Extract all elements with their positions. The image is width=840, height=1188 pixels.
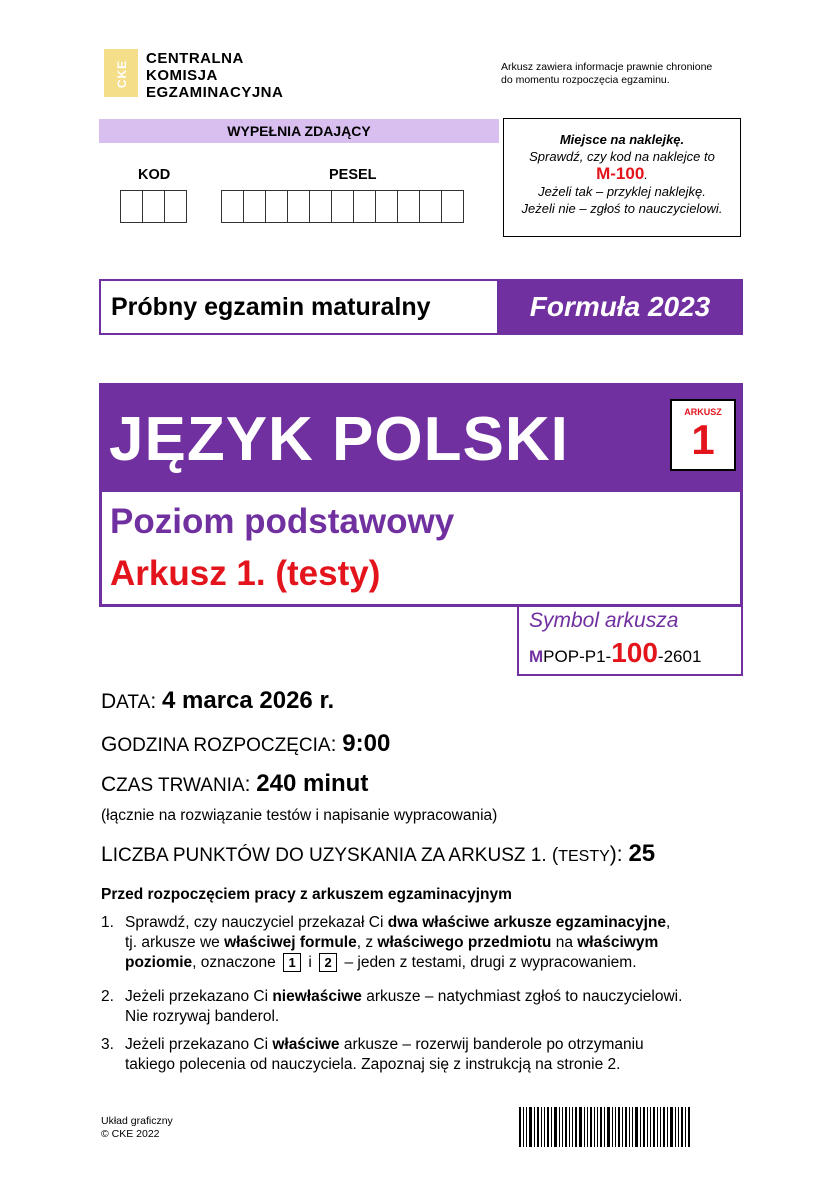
duration-note: (łącznie na rozwiązanie testów i napisanie wypracowania) (101, 807, 498, 824)
barcode-bar (559, 1107, 560, 1147)
level-title: Poziom podstawowy (110, 502, 455, 541)
barcode-bar (622, 1107, 623, 1147)
barcode-bar (675, 1107, 676, 1147)
barcode-bar (663, 1107, 665, 1147)
barcode-bar (670, 1107, 673, 1147)
barcode-bar (647, 1107, 648, 1147)
barcode-bar (607, 1107, 610, 1147)
exam-date: DATA: 4 marca 2026 r. (101, 687, 335, 714)
logo-line-3: EGZAMINACYJNA (146, 84, 284, 101)
pesel-boxes[interactable] (222, 190, 464, 223)
barcode (519, 1107, 741, 1147)
logo-mark-text: CKE (115, 59, 130, 89)
barcode-bar (579, 1107, 582, 1147)
barcode-bar (562, 1107, 563, 1147)
barcode-bar (565, 1107, 567, 1147)
sticker-line-3: Jeżeli tak – przyklej naklejkę. (538, 184, 706, 199)
pesel-box[interactable] (419, 190, 442, 223)
footer-line-1: Układ graficzny (101, 1115, 173, 1127)
sticker-line-2: Sprawdź, czy kod na naklejce to (529, 149, 715, 164)
barcode-bar (667, 1107, 668, 1147)
kod-boxes[interactable] (121, 190, 187, 223)
footer-credit (101, 1115, 173, 1141)
symbol-suffix: -2601 (657, 647, 702, 666)
instructions-title: Przed rozpoczęciem pracy z arkuszem egzaminacyjnym (101, 886, 512, 903)
sheet-2-box: 2 (319, 953, 337, 972)
legal-line-2: do momentu rozpoczęcia egzaminu. (501, 74, 670, 86)
footer-line-2: © CKE 2022 (101, 1128, 160, 1140)
pesel-box[interactable] (243, 190, 266, 223)
symbol-label: Symbol arkusza (529, 609, 679, 632)
barcode-bar (590, 1107, 592, 1147)
barcode-bar (587, 1107, 588, 1147)
start-time: GODZINA ROZPOCZĘCIA: 9:00 (101, 730, 391, 757)
arkusz-badge-label: ARKUSZ (684, 407, 722, 417)
barcode-bar (572, 1107, 573, 1147)
subject-title: JĘZYK POLSKI (109, 405, 569, 474)
duration: CZAS TRWANIA: 240 minut (101, 770, 369, 797)
pesel-label: PESEL (329, 167, 377, 183)
symbol-prefix: POP-P1- (543, 647, 612, 666)
barcode-bar (660, 1107, 661, 1147)
logo-line-1: CENTRALNA (146, 50, 244, 67)
pesel-box[interactable] (309, 190, 332, 223)
pesel-box[interactable] (331, 190, 354, 223)
pesel-box[interactable] (441, 190, 464, 223)
barcode-bar (597, 1107, 598, 1147)
exam-name: Próbny egzamin maturalny (101, 281, 497, 333)
duration-value: 240 minut (256, 770, 369, 797)
barcode-bar (534, 1107, 535, 1147)
barcode-bar (612, 1107, 613, 1147)
barcode-bar (529, 1107, 532, 1147)
candidate-section-title: WYPEŁNIA ZDAJĄCY (99, 119, 499, 143)
barcode-bar (594, 1107, 595, 1147)
arkusz-badge-number: 1 (691, 416, 715, 463)
barcode-bar (541, 1107, 542, 1147)
sticker-placeholder: Miejsce na naklejkę. Sprawdź, czy kod na naklejce to M-100. Jeżeli tak – przyklej naklejkę. Jeżeli nie – zgłoś to nauczycielowi. (503, 118, 741, 237)
sticker-line-4: Jeżeli nie – zgłoś to nauczycielowi. (521, 201, 723, 216)
instruction-item-3: 3. Jeżeli przekazano Ci właściwe arkusze – rozerwij banderole po otrzymaniu takiego polecenia od nauczyciela. Zapoznaj się z instrukcją na stronie 2. (101, 1036, 644, 1073)
kod-box[interactable] (142, 190, 165, 223)
sheet-title: Arkusz 1. (testy) (110, 554, 381, 593)
barcode-bar (653, 1107, 655, 1147)
barcode-bar (526, 1107, 527, 1147)
legal-line-1: Arkusz zawiera informacje prawnie chronione (501, 61, 713, 73)
barcode-bar (650, 1107, 651, 1147)
barcode-bar (632, 1107, 633, 1147)
barcode-bar (600, 1107, 602, 1147)
barcode-bar (615, 1107, 616, 1147)
barcode-bar (635, 1107, 638, 1147)
barcode-bar (625, 1107, 627, 1147)
barcode-bar (640, 1107, 641, 1147)
barcode-bar (569, 1107, 570, 1147)
kod-label: KOD (138, 167, 171, 183)
barcode-bar (537, 1107, 539, 1147)
symbol-code (529, 638, 701, 672)
barcode-bar (575, 1107, 577, 1147)
kod-box[interactable] (164, 190, 187, 223)
pesel-box[interactable] (397, 190, 420, 223)
kod-box[interactable] (120, 190, 143, 223)
barcode-bar (554, 1107, 557, 1147)
barcode-bar (551, 1107, 552, 1147)
pesel-box[interactable] (265, 190, 288, 223)
pesel-box[interactable] (287, 190, 310, 223)
exam-formula: Formuła 2023 (529, 291, 711, 322)
barcode-bar (681, 1107, 683, 1147)
barcode-bar (629, 1107, 630, 1147)
symbol-m: M (529, 647, 544, 666)
legal-notice (501, 61, 751, 87)
start-time-value: 9:00 (342, 730, 391, 757)
barcode-bar (643, 1107, 645, 1147)
barcode-bar (547, 1107, 549, 1147)
exam-date-value: 4 marca 2026 r. (161, 687, 335, 714)
barcode-bar (523, 1107, 524, 1147)
barcode-bar (618, 1107, 620, 1147)
pesel-box[interactable] (375, 190, 398, 223)
instruction-item-2: 2. Jeżeli przekazano Ci niewłaściwe arkusze – natychmiast zgłoś to nauczycielowi. Nie rozrywaj banderol. (101, 988, 683, 1025)
barcode-bar (678, 1107, 679, 1147)
points-value: 25 (628, 840, 656, 867)
sticker-code: M-100 (596, 164, 645, 183)
barcode-bar (519, 1107, 521, 1147)
logo-line-2: KOMISJA (146, 67, 218, 84)
pesel-box[interactable] (221, 190, 244, 223)
barcode-bar (688, 1107, 690, 1147)
sheet-1-box: 1 (283, 953, 301, 972)
barcode-bar (604, 1107, 605, 1147)
barcode-bar (685, 1107, 686, 1147)
pesel-box[interactable] (353, 190, 376, 223)
symbol-number: 100 (611, 637, 658, 668)
cke-logo-text (146, 50, 283, 101)
instruction-item-1: 1. Sprawdź, czy nauczyciel przekazał Ci dwa właściwe arkusze egzaminacyjne, tj. arkusze we właściwej formule, z właściwego przedmiotu na właściwym poziomie, oznaczone 1 i 2 – jeden z testami, drugi z wypracowaniem. (101, 914, 671, 971)
barcode-bar (544, 1107, 545, 1147)
arkusz-badge (670, 399, 736, 471)
barcode-bar (584, 1107, 585, 1147)
points: LICZBA PUNKTÓW DO UZYSKANIA ZA ARKUSZ 1. (TESTY): 25 (101, 840, 656, 867)
barcode-bar (657, 1107, 658, 1147)
sticker-line-1: Miejsce na naklejkę. (559, 132, 685, 147)
cke-logo-mark (104, 49, 138, 97)
